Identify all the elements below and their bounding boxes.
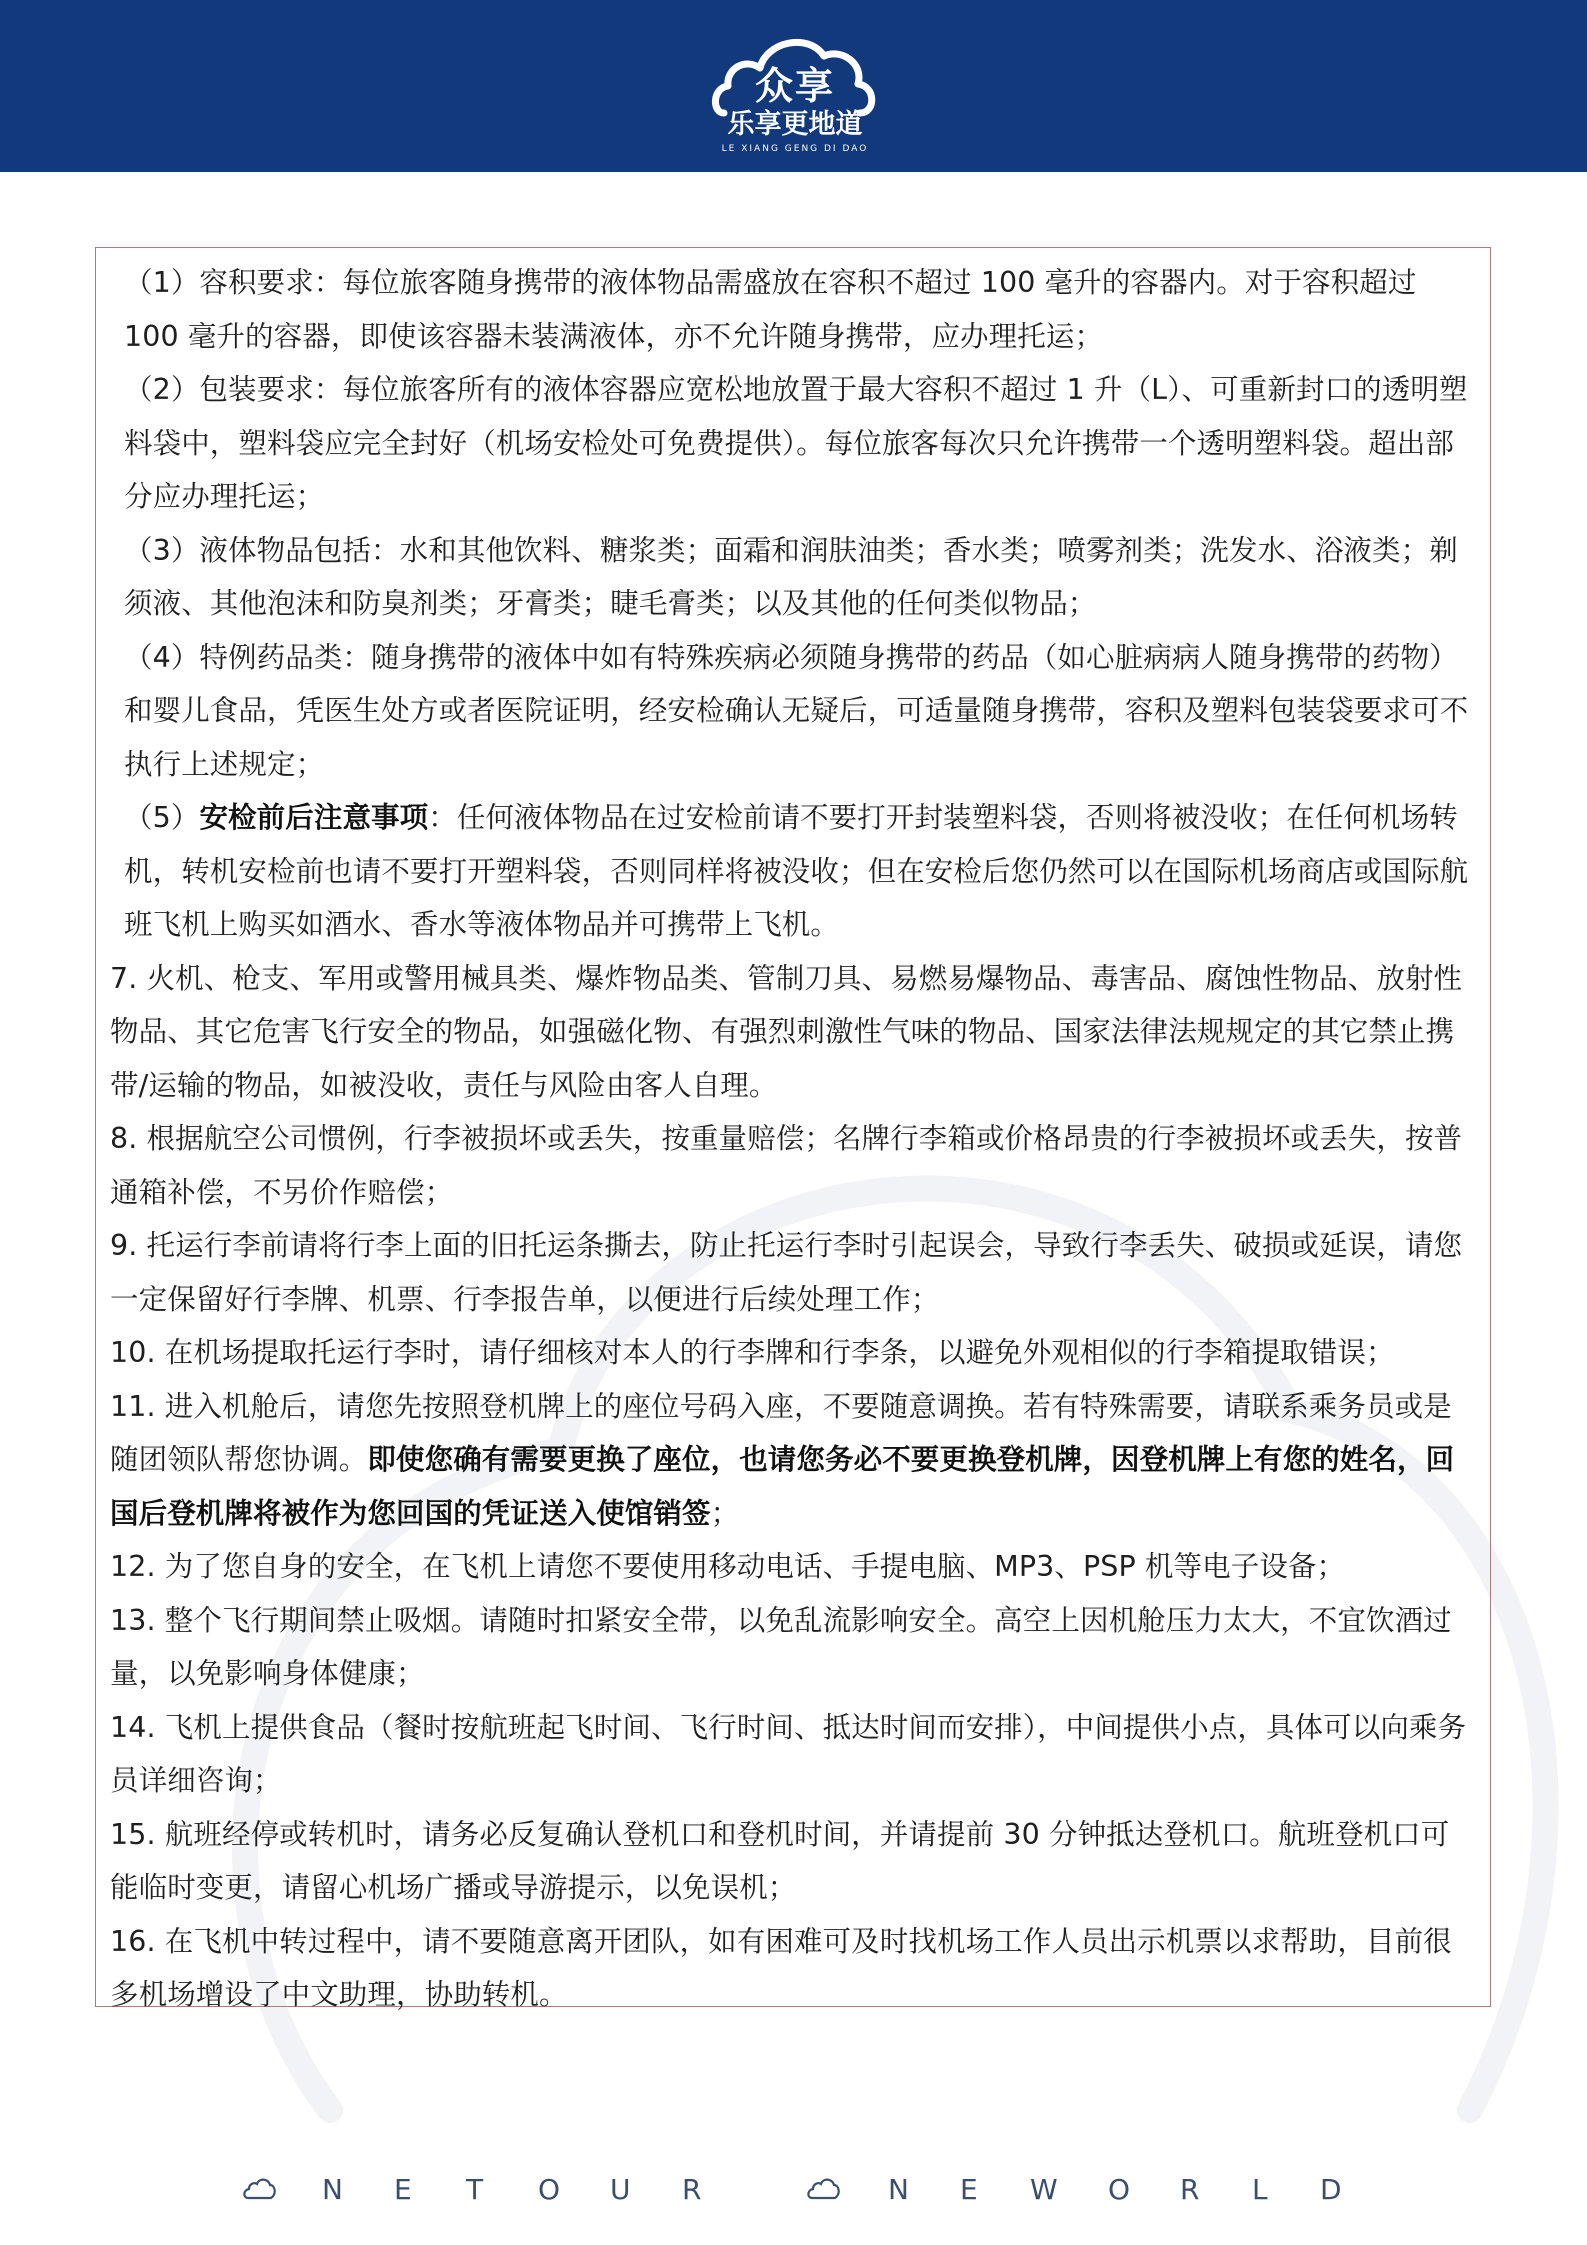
paragraph-volume-requirement: （1）容积要求：每位旅客随身携带的液体物品需盛放在容积不超过 100 毫升的容器内。对于容积超过 100 毫升的容器，即使该容器未装满液体，亦不允许随身携带，应办理托运； [124,266,1417,353]
paragraph-item-13: 13. 整个飞行期间禁止吸烟。请随时扣紧安全带，以免乱流影响安全。高空上因机舱压力太大，不宜饮酒过量，以免影响身体健康； [110,1603,1452,1690]
paragraph-item-16: 16. 在飞机中转过程中，请不要随意离开团队，如有困难可及时找机场工作人员出示机票以求帮助，目前很多机场增设了中文助理，协助转机。 [110,1924,1452,2011]
footer-letter: N [322,2173,343,2206]
footer-letter: L [1252,2173,1268,2206]
security-notes-heading: 安检前后注意事项 [199,801,429,834]
footer-letter: E [394,2173,412,2206]
page-header [0,0,1587,172]
paragraph-item-7: 7. 火机、枪支、军用或警用械具类、爆炸物品类、管制刀具、易燃易爆物品、毒害品、腐蚀性物品、放射性物品、其它危害飞行安全的物品，如强磁化物、有强烈刺激性气味的物品、国家法律法规规定的其它禁止携带/运输的物品，如被没收，责任与风险由客人自理。 [110,961,1463,1102]
footer-letter: R [682,2173,702,2206]
paragraph-liquid-items: （3）液体物品包括：水和其他饮料、糖浆类；面霜和润肤油类；香水类；喷雾剂类；洗发水、浴液类；剃须液、其他泡沫和防臭剂类；牙膏类；睫毛膏类；以及其他的任何类似物品； [124,533,1458,620]
item-11-end: ； [710,1496,740,1530]
item-11-bold-warning: 即使您确有需要更换了座位，也请您务必不要更换登机牌，因登机牌上有您的姓名，回国后登机牌将被作为您回国的凭证送入使馆销签 [110,1443,1455,1530]
company-logo [710,18,880,158]
cloud-icon [242,2176,276,2202]
paragraph-item-10: 10. 在机场提取托运行李时，请仔细核对本人的行李牌和行李条，以避免外观相似的行李箱提取错误； [110,1336,1395,1369]
paragraph-item-14: 14. 飞机上提供食品（餐时按航班起飞时间、飞行时间、抵达时间而安排），中间提供小点，具体可以向乘务员详细咨询； [110,1710,1467,1797]
footer-letter: O [538,2173,561,2206]
footer-letter: W [1030,2173,1058,2206]
logo-slogan: 乐享更地道 [727,109,863,140]
notice-content-box [95,247,1491,2011]
footer-letter: N [888,2173,909,2206]
logo-pinyin: LE XIANG GENG DI DAO [721,144,869,154]
paragraph-item-8: 8. 根据航空公司惯例，行李被损坏或丢失，按重量赔偿；名牌行李箱或价格昂贵的行李被损坏或丢失，按普通箱补偿，不另价作赔偿； [110,1122,1463,1209]
footer-letter: E [960,2173,978,2206]
logo-main-text: 众享 [754,64,835,108]
footer-letter: O [1108,2173,1131,2206]
paragraph-security-notes [110,791,1476,952]
security-notes-prefix: （5） [124,801,200,834]
paragraph-item-11 [110,1380,1476,1541]
item-11-text: 11. 进入机舱后，请您先按照登机牌上的座位号码入座，不要随意调换。若有特殊需要，请联系乘务员或是随团领队帮您协调。 [110,1389,1452,1476]
footer-letter: R [1180,2173,1200,2206]
footer-letter: U [610,2173,631,2206]
page-footer [0,2170,1587,2210]
footer-letter: D [1320,2173,1342,2206]
paragraph-packaging-requirement: （2）包装要求：每位旅客所有的液体容器应宽松地放置于最大容积不超过 1 升（L）、可重新封口的透明塑料袋中，塑料袋应完全封好（机场安检处可免费提供）。每位旅客每次只允许携带一个透明塑料袋。超出部分应办理托运； [124,373,1468,513]
paragraph-item-12: 12. 为了您自身的安全，在飞机上请您不要使用移动电话、手提电脑、MP3、PSP 机等电子设备； [110,1550,1346,1583]
cloud-icon [806,2176,840,2202]
security-notes-text: ：任何液体物品在过安检前请不要打开封装塑料袋，否则将被没收；在任何机场转机，转机安检前也请不要打开塑料袋，否则同样将被没收；但在安检后您仍然可以在国际机场商店或国际航班飞机上购买如酒水、香水等液体物品并可携带上飞机。 [124,801,1469,941]
paragraph-medicine-exception: （4）特例药品类：随身携带的液体中如有特殊疾病必须随身携带的药品（如心脏病病人随身携带的药物）和婴儿食品，凭医生处方或者医院证明，经安检确认无疑后，可适量随身携带，容积及塑料包装袋要求可不执行上述规定； [124,640,1469,781]
paragraph-item-9: 9. 托运行李前请将行李上面的旧托运条撕去，防止托运行李时引起误会，导致行李丢失、破损或延误，请您一定保留好行李牌、机票、行李报告单，以便进行后续处理工作； [110,1229,1463,1316]
footer-letter: T [466,2173,484,2206]
paragraph-item-15: 15. 航班经停或转机时，请务必反复确认登机口和登机时间，并请提前 30 分钟抵达登机口。航班登机口可能临时变更，请留心机场广播或导游提示，以免误机； [110,1817,1450,1904]
